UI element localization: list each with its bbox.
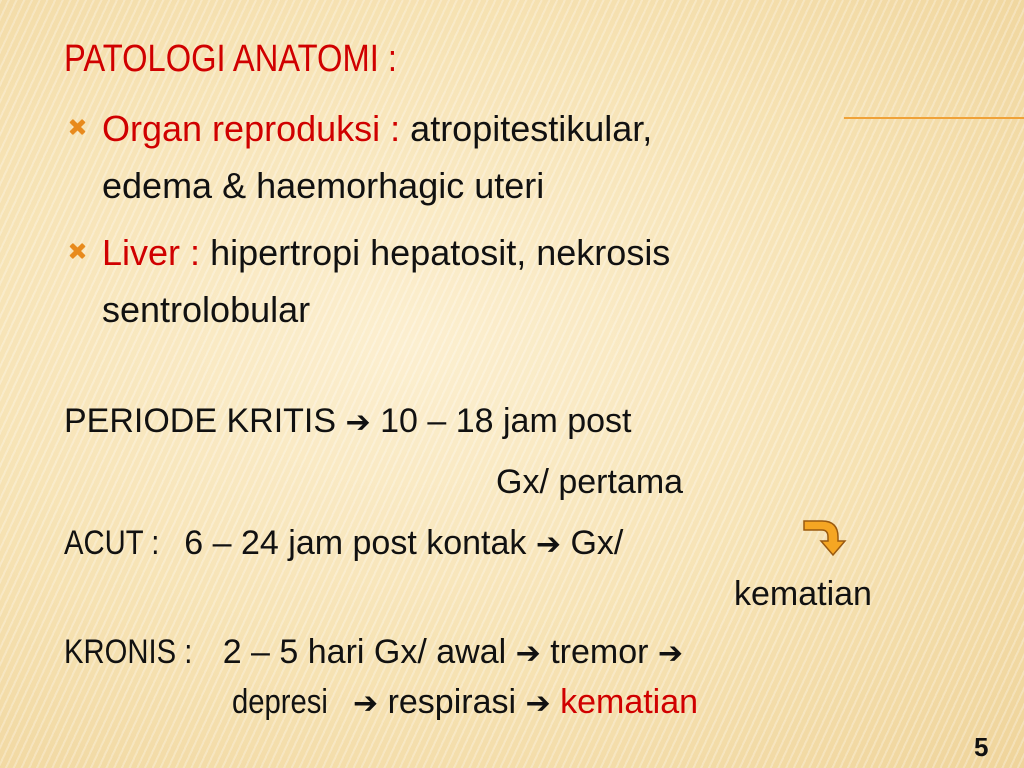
periode-text: 10 – 18 jam post (380, 402, 632, 440)
kronis-text: 2 – 5 hari Gx/ awal (222, 633, 507, 671)
bullet-text-continued: sentrolobular (102, 289, 311, 330)
periode-text-continued: Gx/ pertama (496, 463, 684, 501)
kronis-text-depresi: depresi (232, 683, 328, 721)
kronis-text-kematian: kematian (560, 683, 699, 721)
bullet-list (64, 100, 924, 348)
curved-arrow-icon (800, 513, 850, 557)
kronis-text-respirasi: respirasi (387, 683, 517, 721)
page-number: 5 (974, 732, 989, 762)
bullet-organ-reproduksi (64, 100, 924, 214)
acut-text-gx: Gx/ (570, 524, 624, 562)
right-arrow-icon: ➔ (515, 637, 541, 670)
acut-continued (734, 575, 872, 614)
kronis-line (64, 633, 683, 672)
kronis-continued (232, 683, 698, 722)
right-arrow-icon: ➔ (657, 637, 684, 670)
right-arrow-icon: ➔ (535, 528, 561, 561)
periode-kritis-continued (496, 463, 683, 502)
bullet-label: Organ reproduksi : (102, 108, 401, 149)
acut-line (64, 524, 623, 563)
bullet-text: hipertropi hepatosit, nekrosis (210, 232, 671, 273)
periode-label: PERIODE KRITIS (64, 402, 337, 440)
bullet-label: Liver : (102, 232, 201, 273)
acut-text: 6 – 24 jam post kontak (184, 524, 527, 562)
acut-label: ACUT : (64, 524, 160, 562)
periode-kritis-line (64, 402, 632, 441)
bullet-text: atropitestikular, (410, 108, 653, 149)
kronis-label: KRONIS : (64, 633, 193, 671)
right-arrow-icon: ➔ (525, 687, 551, 720)
right-arrow-icon: ➔ (345, 406, 371, 439)
right-arrow-icon: ➔ (352, 687, 379, 720)
x-bullet-icon (68, 118, 86, 136)
kronis-text-tremor: tremor (550, 633, 649, 671)
acut-text-kematian: kematian (734, 575, 872, 613)
bullet-liver (64, 224, 924, 338)
bullet-text-continued: edema & haemorhagic uteri (102, 165, 545, 206)
x-bullet-icon (68, 242, 86, 260)
slide-title: PATOLOGI ANATOMI : (64, 38, 397, 80)
